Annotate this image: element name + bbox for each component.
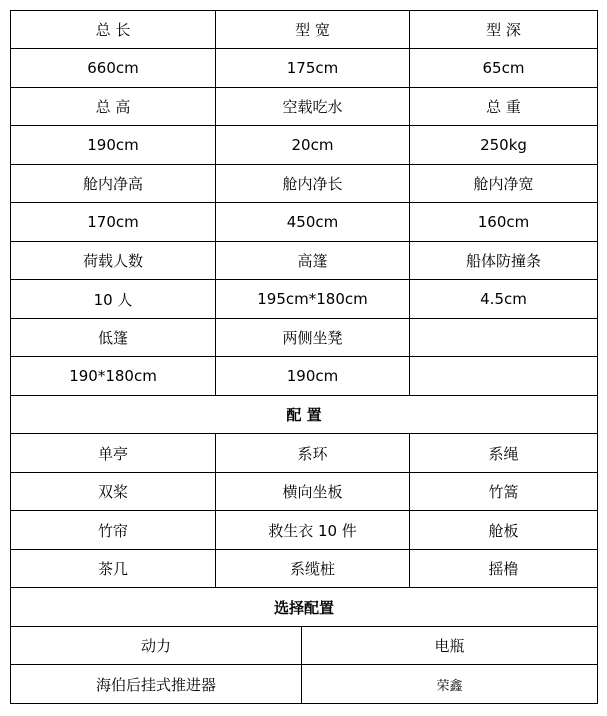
config-item: 摇橹	[410, 550, 598, 588]
spec-value-cabin-height: 170cm	[11, 203, 216, 242]
spec-row	[11, 357, 598, 396]
spec-empty-cell	[410, 319, 598, 357]
spec-value-light-draft: 20cm	[216, 126, 410, 165]
optional-item: 动力	[11, 627, 302, 665]
spec-row	[11, 319, 598, 357]
boat-spec-table	[10, 10, 598, 704]
spec-value-molded-depth: 65cm	[410, 49, 598, 88]
spec-label-molded-depth: 型 深	[410, 11, 598, 49]
spec-label-side-benches: 两侧坐凳	[216, 319, 410, 357]
spec-value-fender: 4.5cm	[410, 280, 598, 319]
optional-item: 电瓶	[302, 627, 598, 665]
config-item: 系缆桩	[216, 550, 410, 588]
spec-label-fender: 船体防撞条	[410, 242, 598, 280]
config-item: 双桨	[11, 473, 216, 511]
spec-row	[11, 126, 598, 165]
config-item: 救生衣 10 件	[216, 511, 410, 550]
optional-item: 海伯后挂式推进器	[11, 665, 302, 704]
spec-label-low-canopy: 低篷	[11, 319, 216, 357]
optional-row	[11, 627, 598, 665]
config-item: 系绳	[410, 434, 598, 473]
config-row	[11, 511, 598, 550]
spec-label-high-canopy: 高篷	[216, 242, 410, 280]
spec-label-cabin-height: 舱内净高	[11, 165, 216, 203]
config-item: 系环	[216, 434, 410, 473]
config-item: 横向坐板	[216, 473, 410, 511]
spec-row	[11, 280, 598, 319]
optional-section-title: 选择配置	[11, 588, 598, 627]
config-row	[11, 473, 598, 511]
spec-row	[11, 49, 598, 88]
optional-item: 荣鑫	[302, 665, 598, 704]
spec-label-molded-breadth: 型 宽	[216, 11, 410, 49]
config-item: 茶几	[11, 550, 216, 588]
spec-label-cabin-width: 舱内净宽	[410, 165, 598, 203]
spec-label-total-weight: 总 重	[410, 88, 598, 126]
spec-value-side-benches: 190cm	[216, 357, 410, 396]
config-section-title: 配 置	[11, 396, 598, 434]
spec-value-capacity: 10 人	[11, 280, 216, 319]
spec-label-light-draft: 空载吃水	[216, 88, 410, 126]
section-header-row	[11, 396, 598, 434]
spec-value-high-canopy: 195cm*180cm	[216, 280, 410, 319]
spec-empty-cell	[410, 357, 598, 396]
section-header-row	[11, 588, 598, 627]
config-item: 竹帘	[11, 511, 216, 550]
spec-label-cabin-length: 舱内净长	[216, 165, 410, 203]
spec-value-cabin-length: 450cm	[216, 203, 410, 242]
spec-label-total-height: 总 高	[11, 88, 216, 126]
spec-row	[11, 11, 598, 49]
config-item: 单亭	[11, 434, 216, 473]
spec-value-molded-breadth: 175cm	[216, 49, 410, 88]
config-row	[11, 550, 598, 588]
spec-label-capacity: 荷载人数	[11, 242, 216, 280]
spec-value-total-height: 190cm	[11, 126, 216, 165]
spec-value-cabin-width: 160cm	[410, 203, 598, 242]
spec-label-total-length: 总 长	[11, 11, 216, 49]
spec-row	[11, 242, 598, 280]
spec-row	[11, 203, 598, 242]
spec-value-low-canopy: 190*180cm	[11, 357, 216, 396]
config-item: 竹篙	[410, 473, 598, 511]
spec-row	[11, 88, 598, 126]
spec-value-total-weight: 250kg	[410, 126, 598, 165]
spec-row	[11, 165, 598, 203]
optional-row	[11, 665, 598, 704]
spec-value-total-length: 660cm	[11, 49, 216, 88]
config-item: 舱板	[410, 511, 598, 550]
config-row	[11, 434, 598, 473]
